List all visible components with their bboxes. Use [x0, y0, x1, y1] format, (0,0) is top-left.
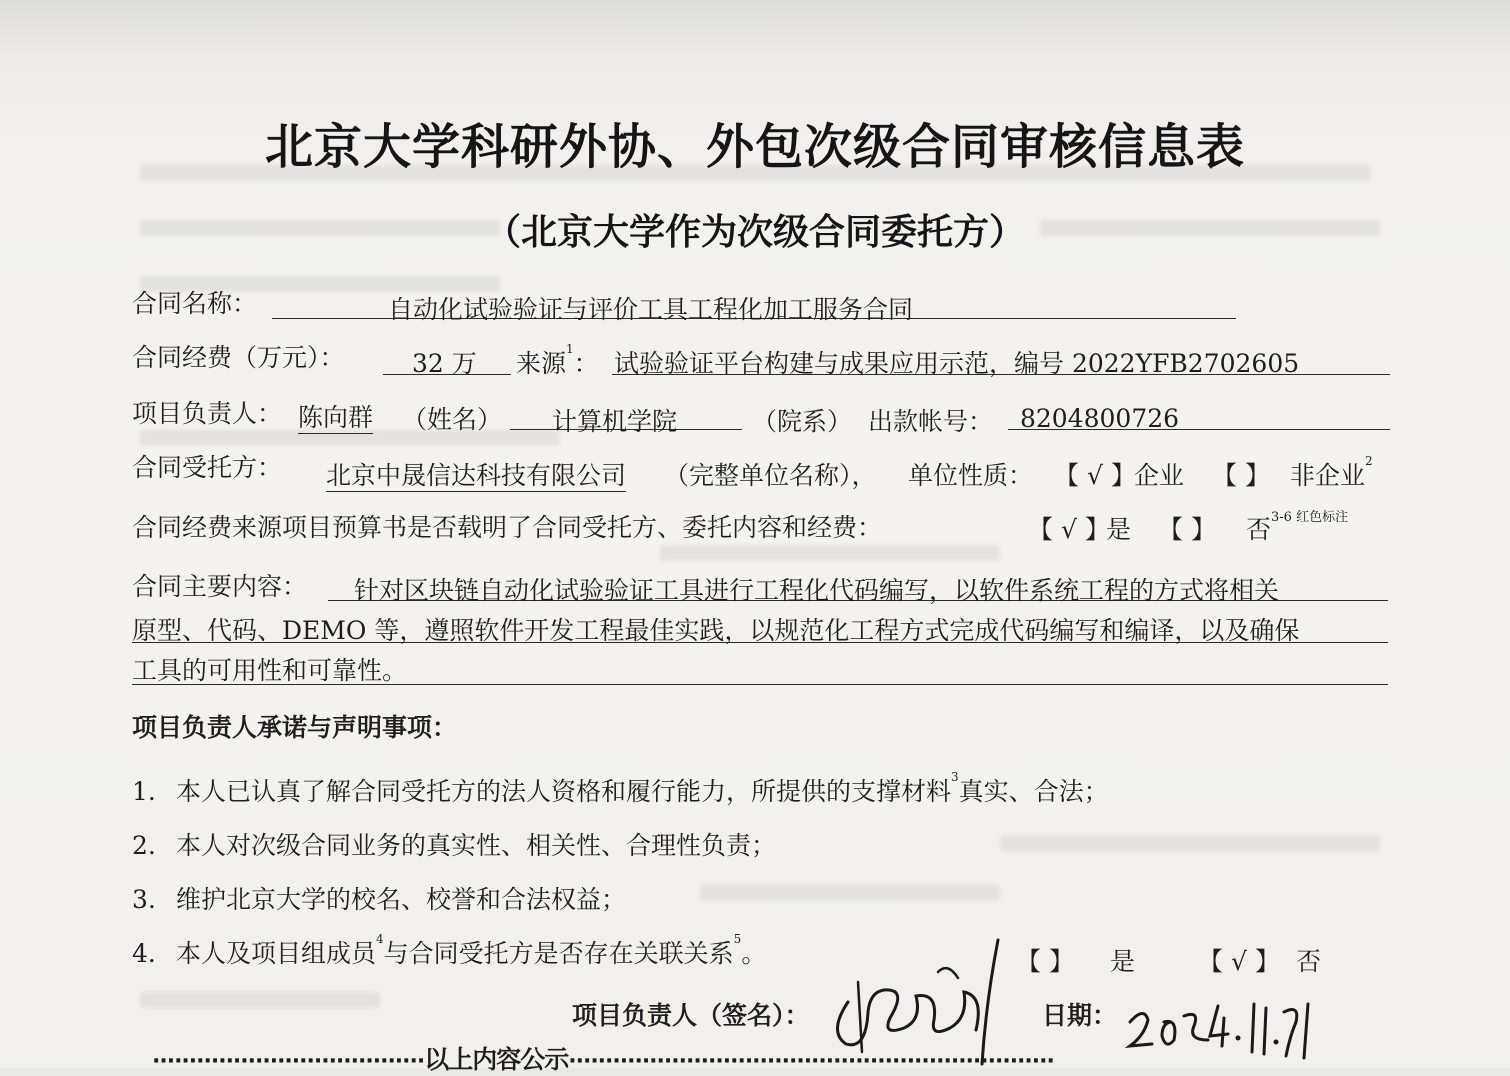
- commitment-item-1: 1. 本人已认真了解合同受托方的法人资格和履行能力，所提供的支撑材料$^3$真实、合法；: [132, 770, 1109, 806]
- signature-label: 项目负责人（签名）：: [572, 1001, 810, 1030]
- bleed-through-line: [140, 992, 380, 1008]
- department-hint: （院系）: [752, 407, 853, 436]
- contract-fee-label: 合同经费（万元）：: [132, 343, 345, 372]
- relation-yes-label: 是: [1110, 947, 1136, 976]
- document-title: 北京大学科研外协、外包次级合同审核信息表: [264, 119, 1245, 175]
- trustee-name: 北京中晟信达科技有限公司: [326, 461, 627, 490]
- document-subtitle: （北京大学作为次级合同委托方）: [484, 212, 1025, 253]
- source-label: 来源$^1$：: [516, 342, 599, 378]
- bleed-through-line: [700, 885, 1000, 901]
- contract-name-label: 合同名称：: [132, 289, 258, 318]
- content-line-1: 针对区块链自动化试验验证工具进行工程化代码编写，以软件系统工程的方式将相关: [354, 576, 1280, 605]
- checkbox-no[interactable]: 【 】: [1158, 515, 1216, 544]
- checkbox-enterprise[interactable]: 【 √ 】: [1054, 461, 1136, 490]
- checkbox-non-enterprise[interactable]: 【 】: [1212, 461, 1270, 490]
- public-notice-divider: ·····································以上内容公示··································································: [152, 1045, 1054, 1074]
- content-label: 合同主要内容：: [132, 572, 308, 601]
- trustee-name-hint: （完整单位名称），: [664, 461, 877, 490]
- account-label: 出款帐号：: [868, 407, 994, 436]
- date-label: 日期：: [1042, 1001, 1118, 1030]
- source-value: 试验验证平台构建与成果应用示范，编号 2022YFB2702605: [614, 349, 1300, 378]
- commitment-heading: 项目负责人承诺与声明事项：: [132, 713, 458, 742]
- handwritten-date: [1124, 996, 1324, 1068]
- relation-checkbox-yes[interactable]: 【 】: [1016, 947, 1074, 976]
- bleed-through-line: [660, 545, 1000, 561]
- leader-name: 陈向群: [298, 403, 374, 432]
- content-line-2: 原型、代码、DEMO 等，遵照软件开发工程最佳实践，以规范化工程方式完成代码编写和编译，以及确保: [132, 616, 1300, 645]
- content-line-3: 工具的可用性和可靠性。: [132, 656, 408, 685]
- relation-checkbox-no[interactable]: 【 √ 】: [1198, 947, 1280, 976]
- relation-no-label: 否: [1296, 947, 1322, 976]
- budget-question: 合同经费来源项目预算书是否载明了合同受托方、委托内容和经费：: [132, 513, 883, 542]
- leader-label: 项目负责人：: [132, 399, 283, 428]
- option-yes-label: 是: [1106, 515, 1132, 544]
- option-enterprise-label: 企业: [1134, 461, 1185, 490]
- option-non-enterprise-label: 非企业$^2$: [1290, 454, 1373, 490]
- contract-fee-value: 32 万: [412, 349, 477, 378]
- name-hint: （姓名）: [402, 405, 503, 434]
- contract-name-value: 自动化试验验证与评价工具工程化加工服务合同: [388, 295, 914, 324]
- unit-type-label: 单位性质：: [908, 461, 1034, 490]
- commitment-item-2: 2. 本人对次级合同业务的真实性、相关性、合理性负责；: [132, 831, 777, 860]
- commitment-item-4: 4. 本人及项目组成员$^4$与合同受托方是否存在关联关系$^5$。: [132, 932, 767, 968]
- option-no-label: 否$^{3-6 红色标注}$: [1246, 510, 1349, 544]
- bleed-through-line: [1000, 835, 1380, 851]
- account-number: 8204800726: [1020, 404, 1180, 433]
- trustee-label: 合同受托方：: [132, 453, 283, 482]
- checkbox-yes[interactable]: 【 √ 】: [1028, 515, 1110, 544]
- commitment-item-3: 3. 维护北京大学的校名、校誉和合法权益；: [132, 885, 627, 914]
- leader-department: 计算机学院: [552, 407, 678, 436]
